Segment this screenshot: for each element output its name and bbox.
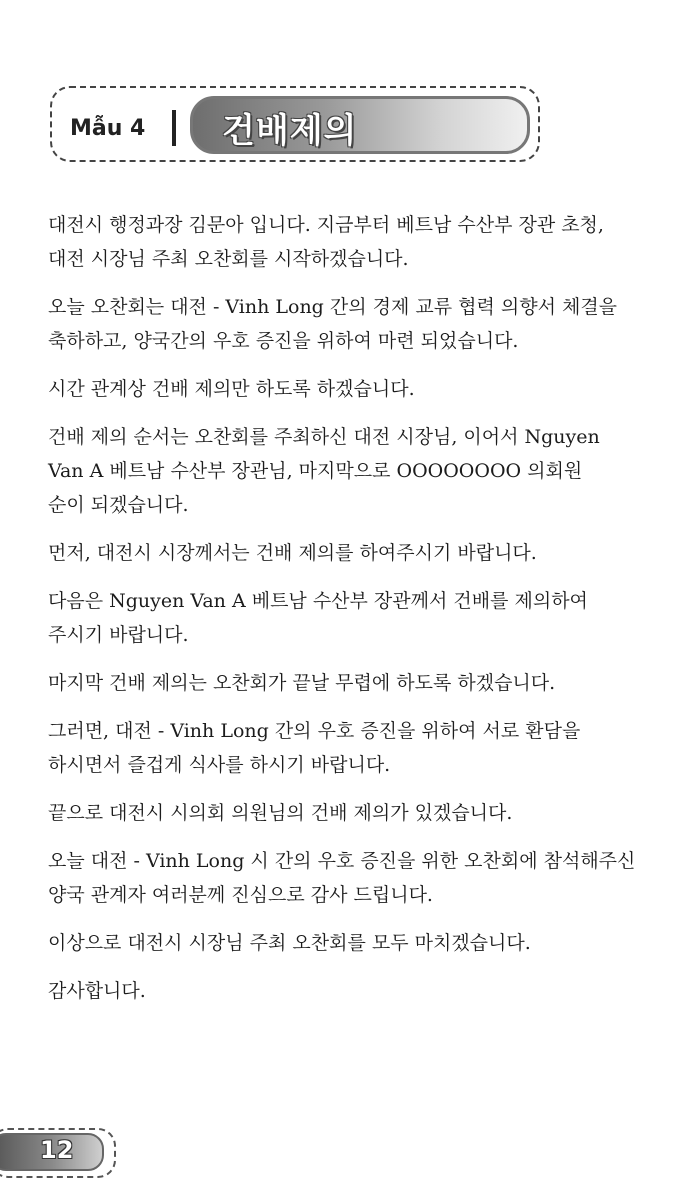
paragraph: [48, 372, 676, 406]
text-line: 그러면, 대전 - Vinh Long 간의 우호 증진을 위하여 서로 환담을: [48, 720, 581, 742]
text-line: 끝으로 대전시 시의회 의원님의 건배 제의가 있겠습니다.: [48, 802, 513, 824]
paragraph: [48, 536, 676, 570]
text-line: 순이 되겠습니다.: [48, 494, 189, 516]
text-line: 주시기 바랍니다.: [48, 624, 189, 646]
text-line: 마지막 건배 제의는 오찬회가 끝날 무렵에 하도록 하겠습니다.: [48, 672, 556, 694]
text-line: 시간 관계상 건배 제의만 하도록 하겠습니다.: [48, 378, 415, 400]
paragraph: [48, 796, 676, 830]
text-line: 이상으로 대전시 시장님 주최 오찬회를 모두 마치겠습니다.: [48, 932, 531, 954]
text-line: 대전 시장님 주최 오찬회를 시작하겠습니다.: [48, 248, 409, 270]
text-line: 먼저, 대전시 시장께서는 건배 제의를 하여주시기 바랍니다.: [48, 542, 537, 564]
paragraph: [48, 290, 676, 358]
text-line: 대전시 행정과장 김문아 입니다. 지금부터 베트남 수산부 장관 초청,: [48, 214, 604, 236]
paragraph: [48, 974, 676, 1008]
text-line: 다음은 Nguyen Van A 베트남 수산부 장관께서 건배를 제의하여: [48, 590, 588, 612]
page-title: 건배제의: [222, 111, 358, 151]
text-line: 건배 제의 순서는 오찬회를 주최하신 대전 시장님, 이어서 Nguyen: [48, 426, 600, 448]
paragraph: [48, 844, 676, 912]
document-body: [48, 208, 676, 1022]
text-line: 하시면서 즐겁게 식사를 하시기 바랍니다.: [48, 754, 391, 776]
text-line: 양국 관계자 여러분께 진심으로 감사 드립니다.: [48, 884, 433, 906]
text-line: 오늘 오찬회는 대전 - Vinh Long 간의 경제 교류 협력 의향서 체결을: [48, 296, 618, 318]
text-line: 오늘 대전 - Vinh Long 시 간의 우호 증진을 위한 오찬회에 참석해주신: [48, 850, 636, 872]
text-line: 축하하고, 양국간의 우호 증진을 위하여 마련 되었습니다.: [48, 330, 519, 352]
paragraph: [48, 420, 676, 522]
title-separator: [172, 110, 176, 146]
paragraph: [48, 208, 676, 276]
paragraph: [48, 926, 676, 960]
paragraph: [48, 584, 676, 652]
page-number: 12: [40, 1136, 74, 1164]
text-line: Van A 베트남 수산부 장관님, 마지막으로 OOOOOOOO 의회원: [48, 460, 583, 482]
paragraph: [48, 714, 676, 782]
template-label: Mẫu 4: [70, 116, 146, 141]
text-line: 감사합니다.: [48, 980, 146, 1002]
paragraph: [48, 666, 676, 700]
